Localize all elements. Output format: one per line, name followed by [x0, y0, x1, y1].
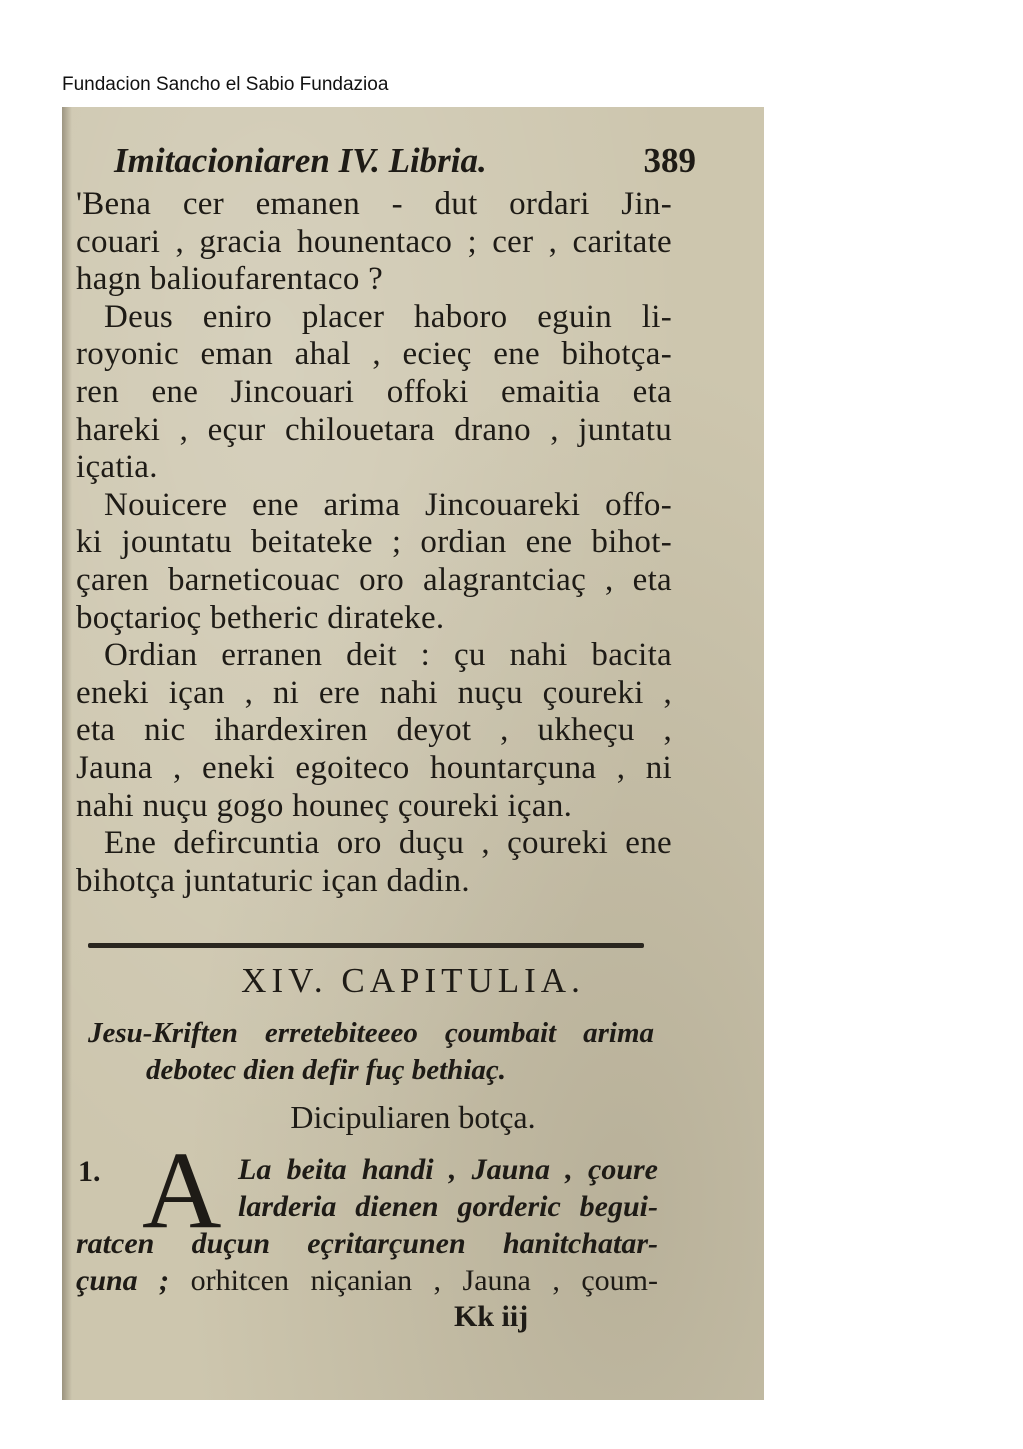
body-line: eta nic ihardexiren deyot , ukheçu , — [76, 712, 672, 749]
body-line: nahi nuçu gogo houneç çoureki içan. — [76, 787, 573, 824]
verse-line-italic: çuna ; — [76, 1264, 170, 1297]
chapter-subtitle — [88, 1015, 654, 1089]
body-line: Deus eniro placer haboro eguin li- — [104, 298, 672, 335]
body-line: eneki içan , ni ere nahi nuçu çoureki , — [76, 674, 672, 711]
verse-line-roman: orhitcen niçanian , Jauna , çoum- — [169, 1264, 658, 1297]
body-line: bihotça juntaturic içan dadin. — [76, 862, 470, 899]
library-header: Fundacion Sancho el Sabio Fundazioa — [62, 74, 389, 95]
running-title: Imitacioniaren IV. Libria. — [114, 141, 487, 180]
body-text — [76, 186, 672, 900]
verse-line: La beita handi , Jauna , çoure — [238, 1153, 658, 1186]
chapter-heading: XIV. CAPITULIA. — [241, 961, 585, 1000]
body-line: Jauna , eneki egoiteco hountarçuna , ni — [76, 749, 672, 786]
body-line: Ene defircuntia oro duçu , çoureki ene — [104, 825, 672, 862]
chapter-subtitle-line: Jesu-Kriften erretebiteeeo çoumbait arima — [88, 1017, 654, 1049]
body-line: royonic eman ahal , ecieç ene bihotça- — [76, 336, 672, 373]
body-line: hagn balioufarentaco ? — [76, 261, 384, 298]
body-line: couari , gracia hounentaco ; cer , caritate — [76, 223, 672, 260]
verse-text — [76, 1151, 658, 1299]
scanned-page — [62, 107, 764, 1400]
verse-line: larderia dienen gorderic begui- — [238, 1190, 658, 1223]
body-line: Ordian erranen deit : çu nahi bacita — [104, 637, 672, 674]
speaker-label: Dicipuliaren botça. — [290, 1099, 536, 1135]
body-line: Nouicere ene arima Jincouareki offo- — [104, 486, 672, 523]
body-line: ki jountatu beitateke ; ordian ene bihot- — [76, 524, 672, 561]
chapter-subtitle-line: debotec dien defir fuç bethiaç. — [146, 1054, 506, 1086]
body-line: içatia. — [76, 449, 158, 486]
verse-number: 1. — [78, 1155, 101, 1188]
drop-cap: A — [142, 1129, 222, 1251]
verse-line — [76, 1262, 658, 1299]
page-gutter-shadow — [62, 107, 72, 1400]
body-line: hareki , eçur chilouetara drano , juntatu — [76, 411, 672, 448]
page-number: 389 — [643, 141, 696, 180]
body-line: çaren barneticouac oro alagrantciaç , eta — [76, 561, 672, 598]
verse-line: ratcen duçun eçritarçunen hanitchatar- — [76, 1227, 658, 1260]
body-line: 'Bena cer emanen - dut ordari Jin- — [76, 186, 672, 222]
body-line: boçtarioç betheric dirateke. — [76, 599, 445, 636]
section-rule — [88, 943, 644, 948]
body-line: ren ene Jincouari offoki emaitia eta — [76, 373, 672, 410]
signature-mark: Kk iij — [454, 1300, 529, 1333]
running-head — [114, 141, 696, 181]
